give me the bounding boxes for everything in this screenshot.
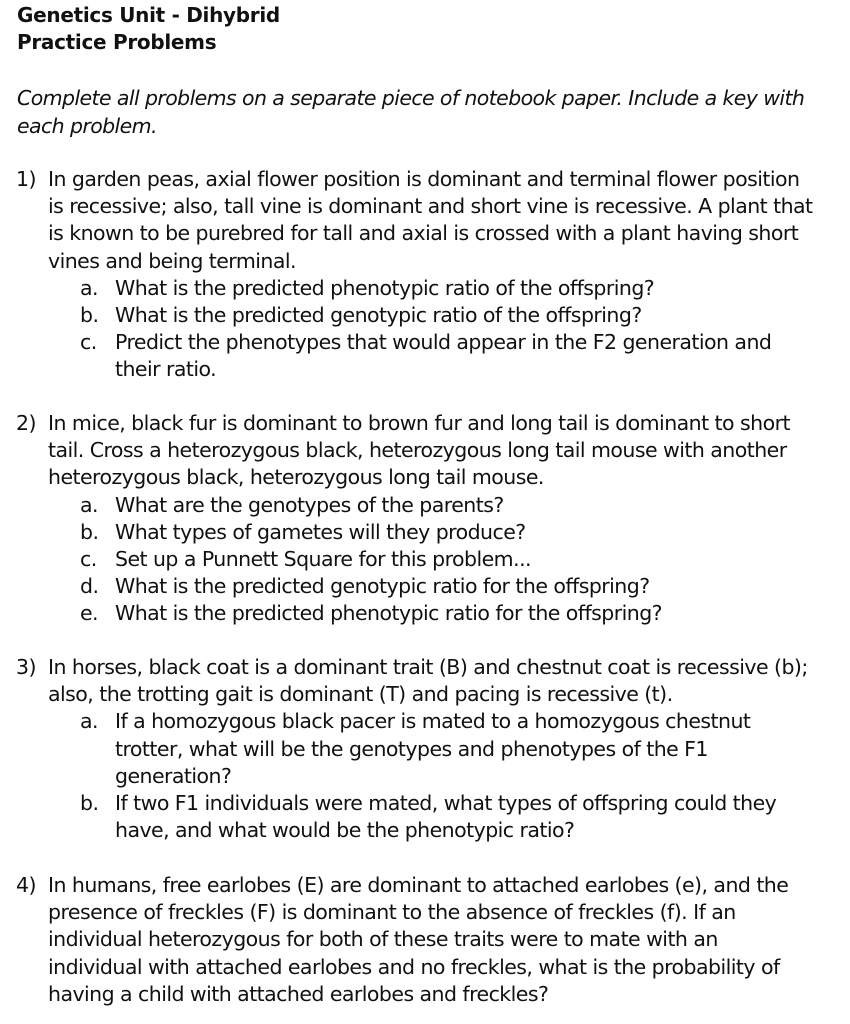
problem-stem: In horses, black coat is a dominant trait (B) and chestnut coat is recessive (b); also, the trotting gait is dominant (T) and pacing is recessive (t).: [48, 655, 808, 707]
problem-number: 1): [16, 167, 36, 191]
sub-question-letter: a.: [80, 275, 98, 300]
sub-question: [80, 600, 816, 627]
sub-question: [80, 519, 816, 546]
sub-question-letter: a.: [80, 492, 98, 517]
sub-question: [80, 546, 816, 573]
sub-question-letter: a.: [80, 709, 98, 734]
sub-question: [80, 790, 816, 844]
problem-4: [16, 872, 816, 1008]
sub-question-letter: c.: [80, 547, 97, 572]
sub-question-text: What are the genotypes of the parents?: [115, 492, 504, 517]
problem-number: 4): [16, 873, 36, 897]
page-title: [17, 2, 280, 56]
instructions-text: Complete all problems on a separate piece of notebook paper. Include a key with each problem.: [17, 86, 805, 138]
sub-question-letter: d.: [80, 574, 99, 599]
problem-stem: In humans, free earlobes (E) are dominant to attached earlobes (e), and the presence of freckles (F) is dominant to the absence of freckles (f). If an individual heterozygous for both of these traits were to mate with an individual with attached earlobes and no freckles, what is the probability of having a child with attached earlobes and freckles?: [48, 873, 789, 1006]
sub-question-letter: b.: [80, 791, 99, 816]
sub-question-letter: b.: [80, 519, 99, 544]
sub-question-text: Set up a Punnett Square for this problem...: [115, 547, 531, 572]
problem-stem: In garden peas, axial flower position is dominant and terminal flower position is recessive; also, tall vine is dominant and short vine is recessive. A plant that is known to be purebred for tall and axial is crossed with a plant having short vines and being terminal.: [48, 167, 813, 273]
sub-question-text: If two F1 individuals were mated, what types of offspring could they have, and what would be the phenotypic ratio?: [115, 791, 777, 843]
sub-question: [80, 492, 816, 519]
sub-question: [80, 302, 816, 329]
sub-question-text: What types of gametes will they produce?: [115, 519, 526, 544]
sub-question-text: What is the predicted genotypic ratio of the offspring?: [115, 303, 642, 328]
title-line-1: Genetics Unit - Dihybrid: [17, 3, 280, 27]
sub-question-letter: c.: [80, 330, 97, 355]
sub-question-text: Predict the phenotypes that would appear in the F2 generation and their ratio.: [115, 330, 772, 382]
problem-3: [16, 654, 816, 844]
problem-2: [16, 410, 816, 628]
problem-number: 2): [16, 411, 36, 435]
problem-number: 3): [16, 655, 36, 679]
sub-question: [80, 573, 816, 600]
sub-question: [80, 275, 816, 302]
sub-question-text: What is the predicted phenotypic ratio for the offspring?: [115, 601, 662, 626]
title-line-2: Practice Problems: [17, 30, 217, 54]
sub-question-text: What is the predicted phenotypic ratio of the offspring?: [115, 275, 655, 300]
sub-question: [80, 329, 816, 383]
sub-question-letter: b.: [80, 303, 99, 328]
problem-stem: In mice, black fur is dominant to brown fur and long tail is dominant to short tail. Cross a heterozygous black, heterozygous long tail mouse with another heterozygous black, heterozygous long tail mouse.: [48, 411, 790, 490]
sub-question-letter: e.: [80, 601, 99, 626]
sub-question: [80, 708, 816, 790]
sub-question-text: What is the predicted genotypic ratio for the offspring?: [115, 574, 650, 599]
sub-question-text: If a homozygous black pacer is mated to a homozygous chestnut trotter, what will be the genotypes and phenotypes of the F1 generation?: [115, 709, 751, 788]
problem-1: [16, 166, 816, 384]
